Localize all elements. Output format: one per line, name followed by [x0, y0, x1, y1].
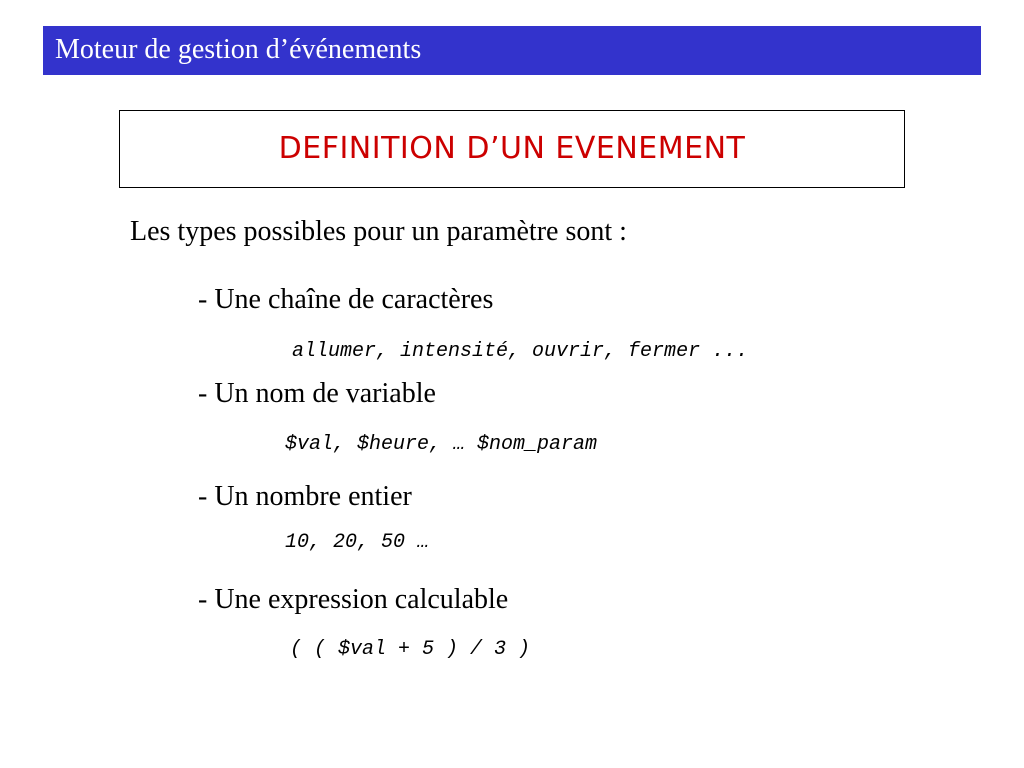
section-box	[119, 110, 905, 188]
type-variable-example: $val, $heure, … $nom_param	[285, 433, 598, 456]
type-expression-example: ( ( $val + 5 ) / 3 )	[290, 638, 531, 661]
header-bar	[43, 26, 981, 75]
section-title: DEFINITION D’UN EVENEMENT	[278, 131, 746, 166]
type-integer-label: - Un nombre entier	[198, 481, 412, 512]
type-variable-label: - Un nom de variable	[198, 378, 436, 409]
type-string-label: - Une chaîne de caractères	[198, 284, 494, 315]
slide-title: Moteur de gestion d’événements	[55, 34, 422, 65]
type-integer-example: 10, 20, 50 …	[285, 531, 430, 554]
intro-text: Les types possibles pour un paramètre sont :	[130, 216, 627, 247]
type-string-example: allumer, intensité, ouvrir, fermer ...	[292, 340, 749, 363]
type-expression-label: - Une expression calculable	[198, 584, 509, 615]
